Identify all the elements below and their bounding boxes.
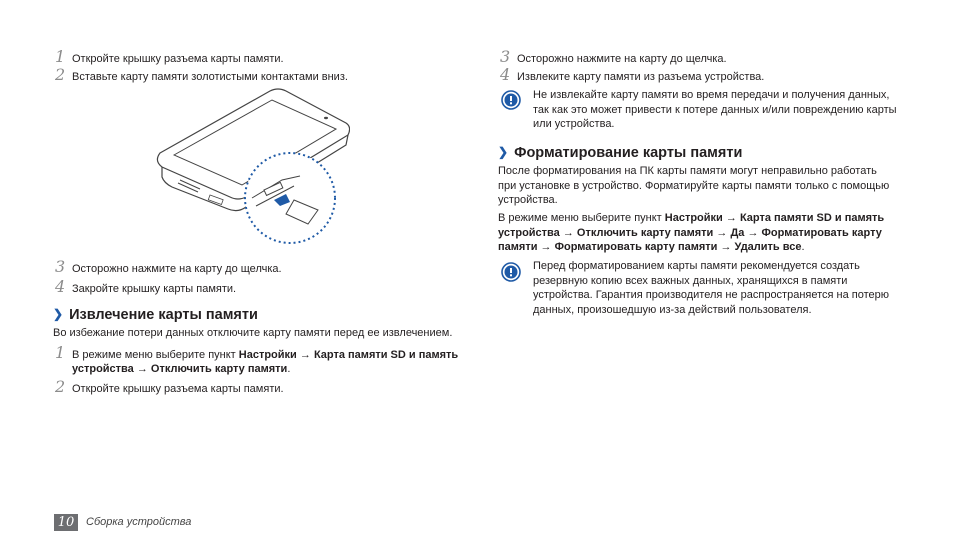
step-number: 2 <box>55 65 66 84</box>
step-number: 3 <box>55 257 66 276</box>
step-text: Осторожно нажмите на карту до щелчка. <box>517 53 727 65</box>
step-number: 4 <box>55 277 66 296</box>
step-number: 3 <box>500 47 511 66</box>
footer-section: Сборка устройства <box>86 516 192 528</box>
step-number: 1 <box>55 343 66 362</box>
remove-intro: Во избежание потери данных отключите карту памяти перед ее извлечением. <box>53 327 453 339</box>
warning-icon <box>501 262 521 282</box>
warning-icon <box>501 90 521 110</box>
section-heading-format <box>498 145 742 161</box>
heading-text: Форматирование карты памяти <box>514 145 743 161</box>
step-text: Вставьте карту памяти золотистыми контактами вниз. <box>72 71 348 83</box>
step-text: Закройте крышку карты памяти. <box>72 283 237 295</box>
step-text: Откройте крышку разъема карты памяти. <box>72 53 284 65</box>
heading-text: Извлечение карты памяти <box>69 307 258 323</box>
format-intro: После форматирования на ПК карты памяти могут неправильно работать при установке в устройство. Форматируйте карты памяти только с помощью устройства. <box>498 165 890 206</box>
step-text: Откройте крышку разъема карты памяти. <box>72 383 284 395</box>
step-text: В режиме меню выберите пункт Настройки → Карта памяти SD и память устройства → Отключить карту памяти. <box>72 349 459 375</box>
step-number: 1 <box>55 47 66 66</box>
step-number: 2 <box>55 377 66 396</box>
chevron-right-icon: ❯ <box>53 307 64 321</box>
section-heading-remove <box>53 307 258 323</box>
chevron-right-icon: ❯ <box>498 145 509 159</box>
step-number: 4 <box>500 65 511 84</box>
format-menu-path: В режиме меню выберите пункт Настройки → Карта памяти SD и память устройства → Отключить карту памяти → Да → Форматировать карту памяти → Форматировать карту памяти → Удалить все. <box>498 212 885 253</box>
step-text: Извлеките карту памяти из разъема устройства. <box>517 71 765 83</box>
page-number: 10 <box>54 514 78 531</box>
zoom-circle <box>242 150 338 246</box>
step-text: Осторожно нажмите на карту до щелчка. <box>72 263 282 275</box>
note-2: Перед форматированием карты памяти рекомендуется создать резервную копию всех важных данных, хранящихся в памяти устройства. Гарантия производителя не распространяется на потерю данных, произошедшую из-за действий пользователя. <box>533 260 890 316</box>
note-1: Не извлекайте карту памяти во время передачи и получения данных, так как это может привести к потере данных и/или повреждению карты или устройства. <box>533 89 897 130</box>
